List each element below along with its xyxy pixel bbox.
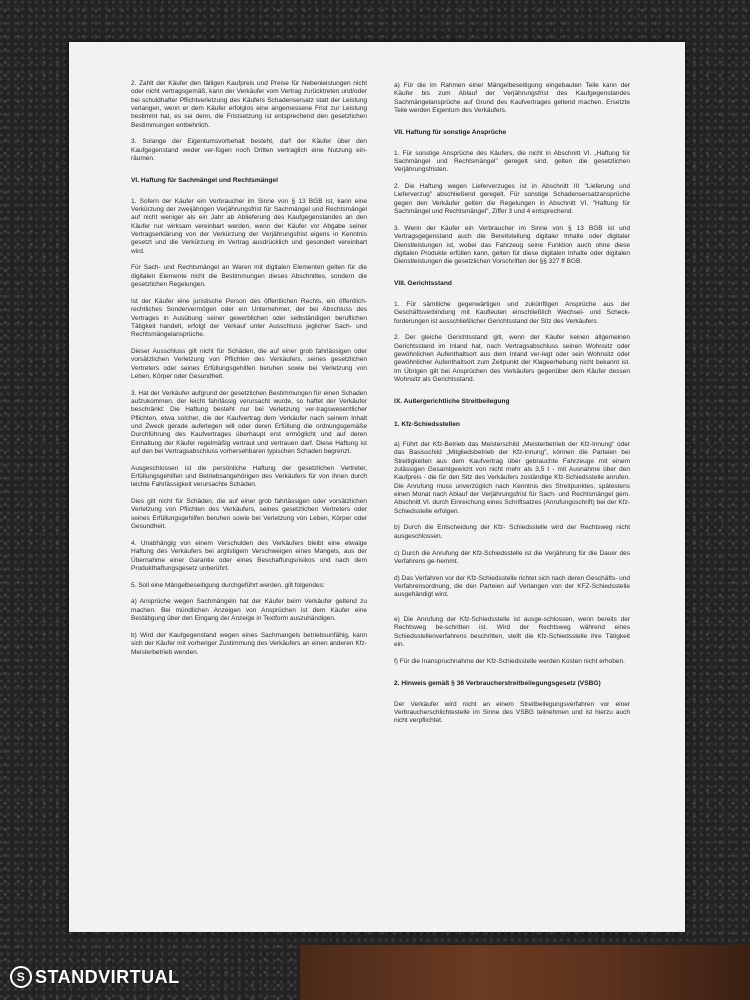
paragraph: Für Sach- und Rechtsmängel an Waren mit digitalen Elementen gelten für die digitalen Elemente nicht die Bestimmungen dieses Abschnittes, sondern die gesetzlichen Regelungen. [131,264,367,289]
standvirtual-logo-icon: S [10,966,32,988]
section-heading: 1. Kfz-Schiedsstellen [394,420,460,428]
paragraph: a) Ansprüche wegen Sachmängeln hat der Käufer beim Verkäufer geltend zu machen. Bei mündlichen Anzeigen von Ansprüchen ist dem Käufer eine Bestätigung über den Eingang der Anzeige in Textform auszuhändigen. [131,598,367,623]
paragraph: c) Durch die Anrufung der Kfz-Schiedsstelle ist die Verjährung für die Dauer des Verfahrens ge-hemmt. [394,549,630,565]
paragraph: b) Wird der Kaufgegenstand wegen eines Sachmangels betriebsunfähig, kann sich der Käufer mit vorheriger Zustimmung des Verkäufers an einen anderen Kfz-Meisterbetrieb wenden. [131,631,367,656]
section-heading: VI. Haftung für Sachmängel und Rechtsmängel [131,177,278,185]
paragraph: 4. Unabhängig von einem Verschulden des Verkäufers bleibt eine etwaige Haftung des Verkäufers bei arglistigem Verschweigen eines Mangels, aus der Übernahme einer Garantie oder eines Beschaffungsrisikos und nach dem Produkthaftungsgesetz unberührt. [131,539,367,572]
paragraph: Der Verkäufer wird nicht an einem Streitbeilegungsverfahren vor einer Verbraucherschlichtestelle im Sinne des VSBG teilnehmen und ist hierzu auch nicht verpflichtet. [394,700,630,725]
paragraph: Ist der Käufer eine juristische Person des öffentlichen Rechts, ein öffentlich-rechtliches Sondervermögen oder ein Unternehmer, der bei Abschluss des Vertrages in Ausübung seiner gewerblichen oder selbständigen beruflichen Tätigkeit handelt, erfolgt der Verkauf unter Ausschluss jeglicher Sach- und Rechtsmängelansprüche. [131,297,367,339]
paragraph: Dies gilt nicht für Schäden, die auf einer grob fahrlässigen oder vorsätzlichen Verletzung von Pflichten des Verkäufers, seines gesetzlichen Vertreters oder seines Erfüllungsgehilfen beruhen sowie bei Verletzung von Leben, Körper oder Gesundheit. [131,498,367,531]
paragraph: e) Die Anrufung der Kfz-Schiedsstelle ist ausge-schlossen, wenn bereits der Rechtsweg be-schritten ist. Wird der Rechtsweg während eines Schiedsstellenverfahrens beschritten, stellt die Kfz-Schiedsstelle ihre Tätigkeit ein. [394,616,630,648]
section-heading: VIII. Gerichtsstand [394,280,452,288]
left-column [131,80,367,665]
section-heading: VII. Haftung für sonstige Ansprüche [394,129,507,137]
paragraph: d) Das Verfahren vor der Kfz-Schiedsstelle richtet sich nach deren Geschäfts- und Verfahrensordnung, die den Parteien auf Verlangen von der KFZ-Schiedsstelle ausgehändigt wird. [394,574,630,599]
paragraph: 2. Die Haftung wegen Lieferverzuges ist in Abschnitt III "Lieferung und Lieferverzug" abschließend geregelt. Für sonstige Schadensersatzansprüche gegen den Verkäufer gelten die Regelungen in Abschnitt VI. "Haftung für Sachmängel und Rechtsmängel", Ziffer 3 und 4 entsprechend. [394,183,630,216]
paragraph: 2. Der gleiche Gerichtsstand gilt, wenn der Käufer keinen allgemeinen Gerichtsstand im Inland hat, nach Vertragsabschluss seinen Wohnsitz oder gewöhnlichen Aufenthaltsort aus dem Inland ver-legt oder sein Wohnsitz oder gewöhnlicher Aufenthaltsort zum Zeitpunkt der Klageerhebung nicht bekannt ist. Im Übrigen gilt bei Ansprüchen des Verkäufers gegenüber dem Käufer dessen Wohnsitz als Gerichtsstand. [394,334,630,383]
paragraph: f) Für die Inanspruchnahme der Kfz-Schiedsstelle werden Kosten nicht erhoben. [394,657,625,665]
watermark-brand: STANDVIRTUAL [35,966,180,987]
section-heading: 2. Hinweis gemäß § 36 Verbraucherstreitbeilegungsgesetz (VSBG) [394,680,601,688]
paragraph: 5. Soll eine Mängelbeseitigung durchgeführt werden, gilt folgendes: [131,581,325,589]
spacer [394,608,630,616]
paragraph: Ausgeschlossen ist die persönliche Haftung der gesetzlichen Vertreter, Erfüllungsgehilfen und Betriebsangehörigen des Verkäufers für von ihnen durch leichte Fahrlässigkeit verursachte Schäden. [131,464,367,489]
paragraph: 3. Hat der Verkäufer aufgrund der gesetzlichen Bestimmungen für einen Schaden aufzukommen, der leicht fahrlässig verursacht wurde, so haftet der Verkäufer beschränkt: Die Haftung besteht nur bei Verletzung ver-tragswesentlicher Pflichten, etwa solcher, die der Kaufvertrag dem Verkäufer nach seinem Inhalt und Zweck gerade auferlegen will oder deren Erfüllung die ordnungsgemäße Durchführung des Kaufvertrages überhaupt erst ermöglicht und auf deren Einhaltung der Käufer regelmäßig vertraut und vertrauen darf. Diese Haftung ist auf den bei Vertragsabschluss vorhersehbaren typischen Schaden begrenzt. [131,389,367,455]
right-column [394,82,630,734]
paragraph: Dieser Ausschluss gilt nicht für Schäden, die auf einer grob fahrlässigen oder vorsätzlichen Verletzung von Pflichten des Verkäufers, seines gesetzlichen Vertreters oder seines Erfüllungsgehilfen beruhen sowie bei Verletzung von Leben, Körper oder Gesundheit. [131,347,367,380]
paragraph: b) Durch die Entscheidung der Kfz- Schiedsstelle wird der Rechtsweg nicht ausgeschlossen. [394,524,630,540]
wooden-surface [300,945,750,1000]
standvirtual-watermark [10,963,180,991]
paragraph: 2. Zahlt der Käufer den fälligen Kaufpreis und Preise für Nebenleistungen nicht oder nicht vertragsgemäß, kann der Verkäufer vom Vertrag zurücktreten und/oder bei schuldhafter Pflichtverletzung des Käufers Schadensersatz statt der Leistung verlangen, wenn er dem Käufer erfolglos eine angemessene Frist zur Leistung bestimmt hat, es sei denn, die Fristsetzung ist entsprechend den gesetzlichen Bestimmungen entbehrlich. [131,80,367,129]
paragraph: 3. Wenn der Käufer ein Verbraucher im Sinne von § 13 BGB ist und Vertragsgegenstand auch die Bereitstellung digitaler Inhalte oder digitaler Dienstleistungen ist, wobei das Fahrzeug seine Funktion auch ohne diese digitalen Produkte erfüllen kann, gelten für diese digitalen Inhalte oder digitalen Dienstleistungen die gesetzlichen Vorschriften der §§ 327 ff BGB. [394,224,630,266]
paragraph: 1. Für sämtliche gegenwärtigen und zukünftigen Ansprüche aus der Geschäftsverbindung mit Kaufleuten einschließlich Wechsel- und Scheck-forderungen ist ausschließlicher Gerichtsstand der Sitz des Verkäufers. [394,300,630,325]
paragraph: a) Für die im Rahmen einer Mängelbeseitigung eingebauten Teile kann der Käufer bis zum Ablauf der Verjährungsfrist des Kaufgegenstandes Sachmängelansprüche auf Grund des Kaufvertrages geltend machen. Ersetzte Teile werden Eigentum des Verkäufers. [394,82,630,114]
paragraph: 1. Sofern der Käufer ein Verbraucher im Sinne von § 13 BGB ist, kann eine Verkürzung der zweijährigen Verjährungsfrist für Sachmängel und Rechtsmängel auf nicht weniger als ein Jahr ab Ablieferung des Kaufgegenstandes an den Käufer nur wirksam vereinbart werden, wenn der Käufer vor Abgabe seiner Vertragserklärung von der Verkürzung der Verjährungsfrist eigens in Kenntnis gesetzt und die Verkürzung im Vertrag ausdrücklich und gesondert vereinbart wird. [131,197,367,255]
document-page [69,42,685,932]
section-heading: IX. Außergerichtliche Streitbeilegung [394,398,510,406]
paragraph: 3. Solange der Eigentumsvorbehalt besteht, darf der Käufer über den Kaufgegenstand weder ver-fügen noch Dritten vertraglich eine Nutzung ein-räumen. [131,138,367,162]
paragraph: a) Führt der Kfz-Betrieb das Meisterschild „Meisterbetrieb der Kfz-Innung" oder das Basisschild „Mitgliedsbetrieb der Kfz-Innung", können die Parteien bei Streitigkeiten aus dem Kaufvertrag über gebrauchte Fahrzeuge mit einem zulässigen Gesamtgewicht von nicht mehr als 3,5 t - mit Ausnahme über den Kaufpreis - die für den Sitz des Verkäufers zuständige Kfz-Schiedsstelle anrufen. Die Anrufung muss unverzüglich nach Kenntnis des Streitpunktes, spätestens einen Monat nach Ablauf der Verjährungsfrist für Sach- und Rechtsmängel gem. Abschnitt VI. durch Einreichung eines Schriftsatzes (Anrufungsschrift) bei der Kfz-Schiedsstelle erfolgen. [394,441,630,515]
paragraph: 1. Für sonstige Ansprüche des Käufers, die nicht in Abschnitt VI. „Haftung für Sachmängel und Rechtsmängel" geregelt sind, gelten die gesetzlichen Verjährungsfristen. [394,149,630,174]
